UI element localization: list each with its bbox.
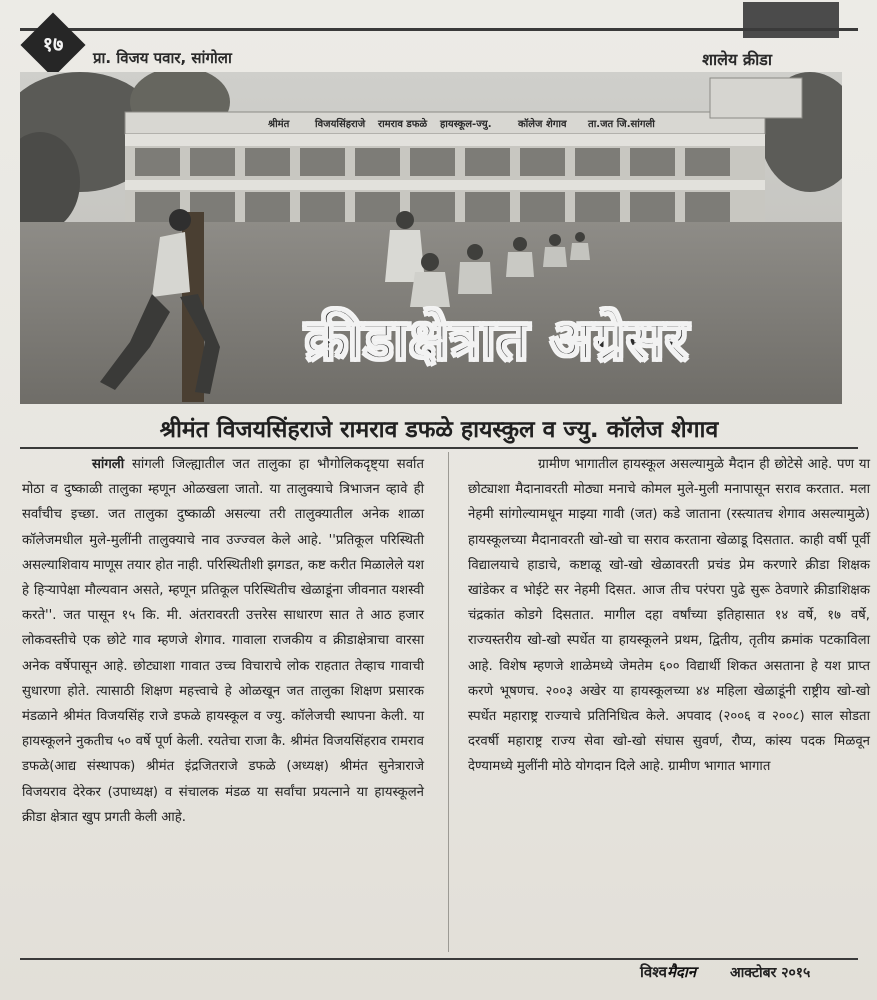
section-label: शालेय क्रीडा (702, 50, 772, 69)
magazine-name (640, 962, 696, 982)
magazine-name-part1: विश्व (640, 963, 667, 981)
article-paragraph-left (22, 452, 424, 830)
footer-rule (20, 958, 858, 960)
magazine-name-part2: मैदान (666, 963, 697, 981)
article-column-left (22, 452, 424, 830)
title-rule (20, 447, 858, 449)
issue-date: आक्टोबर २०१५ (730, 965, 811, 981)
sign-word: ता.जत जि.सांगली (588, 119, 655, 130)
sign-word: कॉलेज शेगाव (518, 119, 567, 130)
article-paragraph-right: ग्रामीण भागातील हायस्कूल असल्यामुळे मैदान ही छोटेसे आहे. पण या छोट्याशा मैदानावरती मोठ्या मनाचे कोमल मुले-मुली मनापासून सराव करतात. मला नेहमी सांगोल्यामधून माझ्या गावी (जत) कडे जाताना (रस्त्यातच शेगाव असल्यामुळे) हायस्कूलच्या मैदानावरती खो-खो चा सराव करताना खेळाडू दिसतात. काही वर्षी पूर्वी विद्यालयाचे हाडाचे, कष्टाळू खो-खो खेळावरती प्रचंड प्रेम करणारे क्रीडा शिक्षक खांडेकर व भोईटे सर नेहमी दिसत. आज तीच परंपरा पुढे सुरू ठेवणारे क्रीडाशिक्षक चंद्रकांत कोडगे दिसतात. मागील दहा वर्षांच्या इतिहासात १४ वर्षे, १७ वर्षे, राज्यस्तरीय खो-खो स्पर्धेत या हायस्कूलने प्रथम, द्वितीय, तृतीय क्रमांक पटकाविला आहे. विशेष म्हणजे शाळेमध्ये जेमतेम ६०० विद्यार्थी शिकत असताना हे यश प्राप्त करणे भूषणच. २००३ अखेर या हायस्कूलच्या ४४ महिला खेळाडूंनी राष्ट्रीय खो-खो स्पर्धेत महाराष्ट्र राज्याचे प्रतिनिधित्व केले. अपवाद (२००६ व २००८) साल सोडता दरवर्षी महाराष्ट्र राज्य सेवा खो-खो संघास सुवर्ण, रौप्य, कांस्य पदक मिळवून देण्यामध्ये मुलींनी मोठे योगदान दिले आहे. ग्रामीण भागात भागात (468, 457, 870, 775)
author-byline: प्रा. विजय पवार, सांगोला (93, 49, 232, 67)
school-title: श्रीमंत विजयसिंहराजे रामराव डफळे हायस्कुल व ज्यु. कॉलेज शेगाव (159, 417, 719, 443)
sign-word: रामराव डफळे (378, 119, 428, 130)
column-divider (448, 452, 449, 952)
sign-word: श्रीमंत (268, 119, 290, 130)
left-text: सांगली जिल्ह्यातील जत तालुका हा भौगोलिकदृष्ट्या सर्वात मोठा व दुष्काळी तालुका म्हणून ओळखला जातो. या तालुक्याचे त्रिभाजन व्हावे ही सर्वांचीच इच्छा. जत तालुका दुष्काळी असल्या तरी तालुक्यातील अनेक शाळा कॉलेजमधील मुले-मुलींनी तालुक्याचे नाव उज्ज्वल केले आहे. ''प्रतिकूल परिस्थिती असल्याशिवाय माणूस तयार होत नाही. परिस्थितीशी झगडत, कष्ट करीत मिळालेले यश हे हिऱ्यापेक्षा मौल्यवान असते, म्हणून प्रतिकूल परिस्थितीच खेळाडूंना जीवनात यशस्वी करते''. जत पासून १५ कि. मी. अंतरावरती उत्तरेस साधारण सात ते आठ हजार लोकवस्तीचे एक छोटे गाव म्हणजे शेगाव. गावाला राजकीय व क्रीडाक्षेत्राचा वारसा अनेक वर्षेपासून आहे. छोट्याशा गावात उच्च विचाराचे लोक राहतात तेव्हाच गावाची सुधारणा होते. त्यासाठी शिक्षण महत्त्वाचे हे ओळखून जत तालुका शिक्षण प्रसारक मंडळाने श्रीमंत विजयसिंह राजे डफळे हायस्कूल व ज्यु. कॉलेजची स्थापना केली. या हायस्कूलने नुकतीच ५० वर्षे पूर्ण केली. रयतेचा राजा कै. श्रीमंत विजयसिंहराव रामराव डफळे(आद्य संस्थापक) श्रीमंत इंद्रजितराजे डफळे (अध्यक्ष) श्रीमंत सुनेत्राराजे विजयराव देरेकर (उपाध्यक्ष) व संचालक मंडळ या सर्वांचा प्रयत्नाने या हायस्कूलने क्रीडा क्षेत्रात खुप प्रगती केली आहे. (22, 457, 424, 825)
sign-word: विजयसिंहराजे (315, 119, 366, 130)
article-column-right (468, 452, 870, 780)
header-rule (20, 28, 858, 45)
page-number: १७ (42, 32, 64, 56)
sign-word: हायस्कूल-ज्यु. (440, 119, 492, 130)
photo-headline: क्रीडाक्षेत्रात अग्रेसर (305, 308, 690, 373)
dateline: सांगली (92, 457, 125, 472)
